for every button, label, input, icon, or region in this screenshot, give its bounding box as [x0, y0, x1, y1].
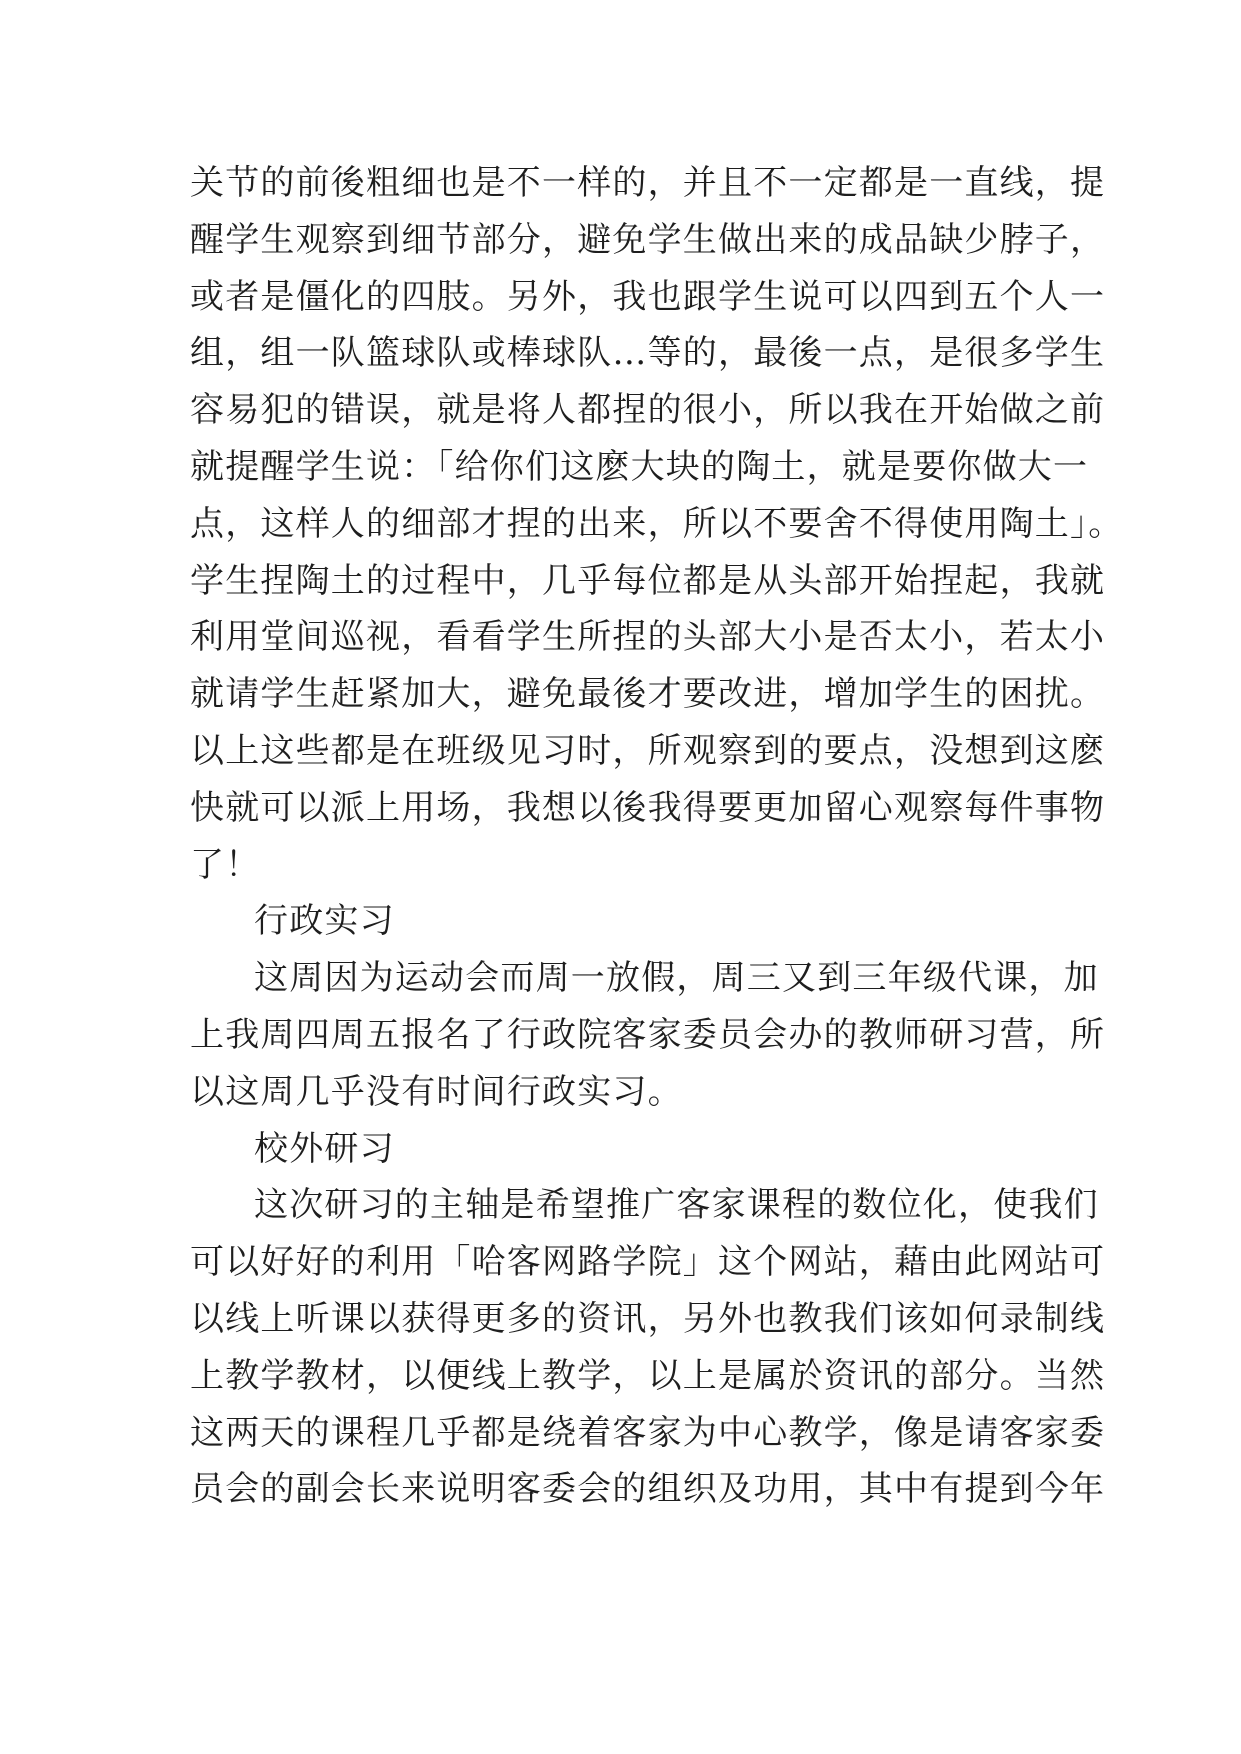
paragraph-line: 就请学生赶紧加大，避免最後才要改进，增加学生的困扰。 — [190, 674, 1106, 715]
paragraph-line: 以这周几乎没有时间行政实习。 — [190, 1071, 683, 1112]
paragraph-line: 以上这些都是在班级见习时，所观察到的要点，没想到这麽 — [190, 730, 1106, 771]
paragraph-line: 利用堂间巡视，看看学生所捏的头部大小是否太小，若太小 — [190, 617, 1106, 658]
paragraph-line: 了！ — [190, 844, 261, 885]
paragraph-line: 就提醒学生说：「给你们这麽大块的陶土，就是要你做大一 — [190, 446, 1089, 487]
paragraph-line: 以线上听课以获得更多的资讯，另外也教我们该如何录制线 — [190, 1298, 1106, 1339]
paragraph-line-indented: 校外研习 — [254, 1128, 395, 1169]
paragraph-line-indented: 行政实习 — [254, 901, 395, 942]
paragraph-line: 员会的副会长来说明客委会的组织及功用，其中有提到今年 — [190, 1469, 1106, 1510]
paragraph-line: 点，这样人的细部才捏的出来，所以不要舍不得使用陶土」。 — [190, 503, 1124, 544]
paragraph-line: 可以好好的利用「哈客网路学院」这个网站，藉由此网站可 — [190, 1242, 1106, 1283]
paragraph-line: 这两天的课程几乎都是绕着客家为中心教学，像是请客家委 — [190, 1412, 1106, 1453]
paragraph-line: 快就可以派上用场，我想以後我得要更加留心观察每件事物 — [190, 787, 1106, 828]
paragraph-line: 醒学生观察到细节部分，避免学生做出来的成品缺少脖子， — [190, 219, 1106, 260]
paragraph-line: 学生捏陶土的过程中，几乎每位都是从头部开始捏起，我就 — [190, 560, 1106, 601]
paragraph-line-indented: 这周因为运动会而周一放假，周三又到三年级代课，加 — [254, 958, 1099, 999]
paragraph-line: 或者是僵化的四肢。另外，我也跟学生说可以四到五个人一 — [190, 276, 1106, 317]
paragraph-line: 容易犯的错误，就是将人都捏的很小，所以我在开始做之前 — [190, 390, 1106, 431]
paragraph-line: 上我周四周五报名了行政院客家委员会办的教师研习营，所 — [190, 1014, 1106, 1055]
paragraph-line: 上教学教材，以便线上教学，以上是属於资讯的部分。当然 — [190, 1355, 1106, 1396]
paragraph-line-indented: 这次研习的主轴是希望推广客家课程的数位化，使我们 — [254, 1185, 1099, 1226]
paragraph-line: 关节的前後粗细也是不一样的，并且不一定都是一直线，提 — [190, 163, 1106, 203]
paragraph-line: 组，组一队篮球队或棒球队…等的，最後一点，是很多学生 — [190, 333, 1106, 374]
body-text — [190, 155, 1124, 1518]
